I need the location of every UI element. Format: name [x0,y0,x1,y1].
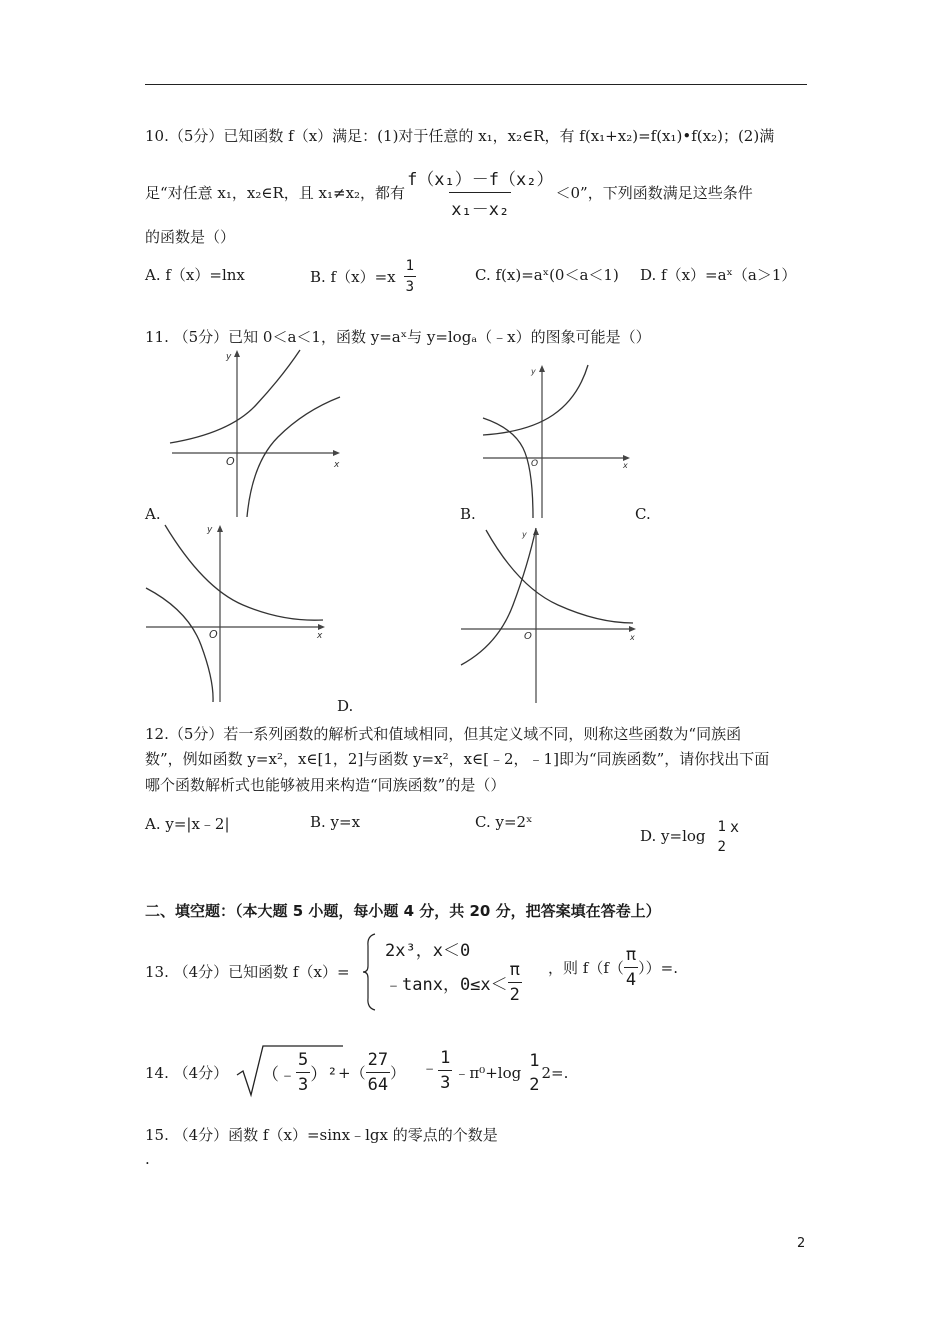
q12-line1: 12.（5分）若一系列函数的解析式和值域相同，但其定义域不同，则称这些函数为“同族函 [145,725,742,743]
q11-stem: 11. （5分）已知 0＜a＜1，函数 y=aˣ与 y=logₐ（﹣x）的图象可能是（） [145,328,651,346]
q10-option-b-den: 3 [404,276,416,295]
q14-mid: ﹣π⁰+log [454,1064,522,1082]
q14-log-num: 1 [529,1050,540,1071]
q14-sqrt-close: ）² [310,1065,338,1085]
q13-case2-num: π [509,960,520,980]
graph-d-x-label: x [630,633,635,642]
q11-label-d: D. [337,697,354,715]
graph-d-decay-curve [486,530,633,623]
q14-rest [338,1050,568,1095]
graph-c [143,520,333,705]
q11-label-c: C. [635,505,651,523]
graph-d-x-arrow [629,626,636,632]
q10-option-b-text: B. f（x）=x [310,268,396,286]
q13-post-den: 4 [624,967,638,990]
q12-option-d-den: 2 [717,839,726,855]
q14-exp-num: 1 [440,1048,451,1068]
q11-label-b: B. [460,505,476,523]
q14-end: 2=. [541,1063,569,1082]
graph-d-growth-curve [461,528,536,665]
q10-frac-num: f（x₁）－f（x₂） [407,170,554,190]
q10-line2 [145,165,753,220]
q12-option-c: C. y=2ˣ [475,813,533,831]
section-2-title: 二、填空题：（本大题 5 小题，每小题 4 分，共 20 分，把答案填在答卷上） [145,902,661,920]
graph-a [160,345,350,520]
graph-a-log-curve [247,397,340,517]
q12-option-b: B. y=x [310,813,361,831]
q13-post-fraction [624,945,638,990]
q10-option-b-exponent [404,258,416,295]
q12-option-d-num: 1 [717,819,726,835]
q14-log-den: 2 [529,1074,540,1095]
q12-option-d-text: D. y=log [640,827,706,845]
graph-d [458,525,643,705]
q14-fraction-27-64 [366,1050,390,1095]
graph-d-y-label: y [522,530,527,539]
q14-sqrt-den: 3 [296,1072,310,1095]
page-number: 2 [797,1236,806,1251]
q10-option-b-num: 1 [405,258,415,274]
q14-exp-den: 3 [438,1070,452,1093]
graph-b-y-arrow [539,365,545,372]
q11-label-a: A. [145,505,161,523]
q15-stem: 15. （4分）函数 f（x）=sinx﹣lgx 的零点的个数是 [145,1126,498,1144]
q12-line3: 哪个函数解析式也能够被用来构造“同族函数”的是（） [145,776,506,794]
graph-a-exp-curve [170,350,300,443]
graph-a-x-arrow [333,450,340,456]
graph-a-origin: O [226,455,235,468]
q14-log-base [527,1051,541,1095]
q13-post-end: ））=. [638,959,678,977]
graph-c-x-label: x [317,631,323,641]
q13-case1: 2x³，x＜0 [385,941,471,961]
graph-c-y-label: y [207,525,213,535]
q14-sqrt-num: 5 [298,1050,309,1070]
q12-option-d-base [716,819,728,855]
q10-line1: 10.（5分）已知函数 f（x）满足：(1)对于任意的 x₁，x₂∈R，有 f(x₁+x₂)=f(x₁)•f(x₂)；(2)满 [145,127,775,145]
graph-c-x-arrow [318,624,325,630]
q14-sqrt-open: （﹣ [262,1065,296,1085]
q14-pre: 14. （4分） [145,1064,229,1082]
q13-post-num: π [625,945,637,965]
q15-dot: . [145,1150,150,1168]
q13-case2-text: ﹣tanx，0≤x＜ [385,975,508,995]
q14-exp-sign: ﹣ [421,1058,439,1078]
graph-b-x-label: x [623,461,628,470]
q13-pre: 13. （4分）已知函数 f（x）= [145,963,350,981]
graph-b-origin: O [531,459,539,469]
q14-exponent [438,1048,452,1093]
q13-case2-den: 2 [508,982,522,1005]
q14-plus: +（ [338,1064,366,1082]
graph-a-y-arrow [234,350,240,357]
graph-c-exp-curve [165,525,323,620]
q12-option-a: A. y=|x﹣2| [145,815,230,833]
q10-option-d: D. f（x）=aˣ（a＞1） [640,266,797,284]
q10-line2-post: ＜0”，下列函数满足这些条件 [555,184,753,202]
graph-c-origin: O [209,628,218,641]
q10-option-a: A. f（x）=lnx [145,266,245,284]
q10-line2-pre: 足“对任意 x₁，x₂∈R，且 x₁≠x₂，都有 [145,184,406,202]
q14-sqrt-fraction [296,1050,310,1095]
q14-sqrt-content [262,1050,338,1095]
q13-case2 [385,960,522,1005]
q12-line2: 数”，例如函数 y=x²，x∈[1，2]与函数 y=x²，x∈[﹣2，﹣1]即为“同族函数”，请你找出下面 [145,750,770,768]
graph-a-y-label: y [226,352,232,362]
q13-post-text: ，则 f（f（ [548,959,624,977]
graph-c-log-curve [146,588,213,702]
q12-option-d-x: x [729,818,739,836]
q12-option-d [640,805,739,855]
q13-post [548,945,678,990]
graph-b [478,360,638,520]
q13-case2-fraction [508,960,522,1005]
q14-f2-den: 64 [366,1072,390,1095]
graph-d-origin: O [524,631,532,642]
q10-option-c: C. f(x)=aˣ(0＜a＜1) [475,266,619,284]
q13-brace [362,932,378,1012]
q10-option-b [310,258,416,295]
graph-b-y-label: y [531,367,536,376]
header-rule [145,84,807,85]
q10-fraction [405,165,555,220]
graph-c-y-arrow [217,525,223,532]
graph-a-x-label: x [334,460,340,470]
q10-frac-den: x₁－x₂ [449,192,511,220]
q14-f2-num: 27 [367,1050,389,1070]
q10-line3: 的函数是（） [145,228,236,246]
graph-b-log-curve [483,418,533,518]
q14-close: ） [390,1064,406,1082]
